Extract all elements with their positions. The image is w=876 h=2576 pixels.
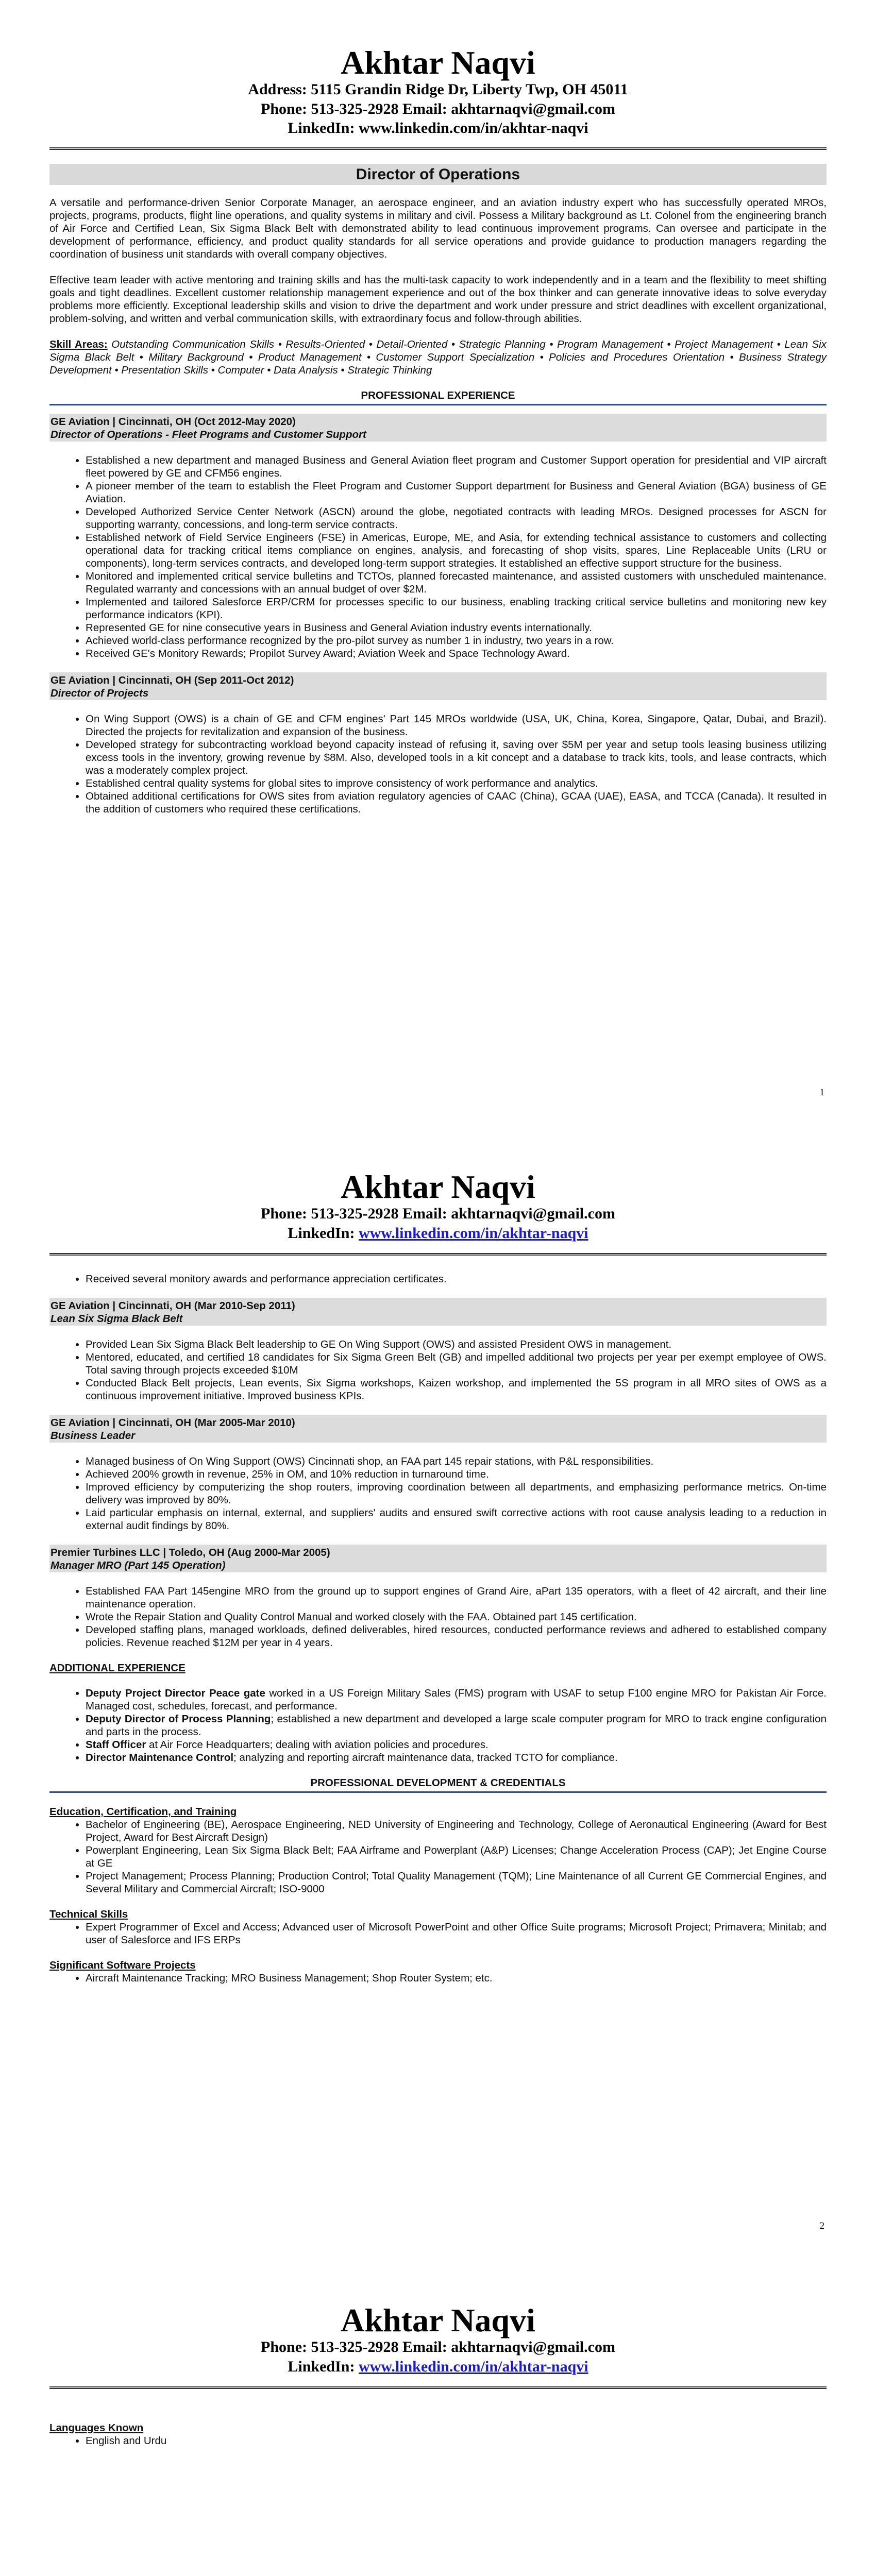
section-divider [49,1791,827,1793]
job-bullet: • Monitored and implemented critical service bulletins and TCTOs, planned forecasted maintenance, and assisted customers with unscheduled maintenance. Regulated warranty and concessions with an annual budget of over $2M. [86,570,827,596]
job-bullet: • Developed strategy for subcontracting workload beyond capacity instead of refusing it, saving over $5M per year and setup tools leasing business utilizing excess tools in the inventory, growing revenue by $8M. Also, developed tools in a kit concept and a database to track kits, tools, and lease contracts, which was a moderately complex project. [86,738,827,777]
job-bullet: • Developed staffing plans, managed workloads, defined deliverables, hired resources, conducted performance reviews and adhered to established company policies. Revenue reached $12M per year in 4 years. [86,1623,827,1649]
address-line: Address: 5115 Grandin Ridge Dr, Liberty Twp, OH 45011 [248,81,628,98]
job-company: GE Aviation | Cincinnati, OH (Mar 2010-Sep 2011) [50,1300,295,1312]
job-bullets [49,1273,827,1285]
job-bullet: • Managed business of On Wing Support (OWS) Cincinnati shop, an FAA part 145 repair stations, with P&L responsibilities. [86,1455,827,1468]
job-bullet: • Conducted Black Belt projects, Lean events, Six Sigma workshops, Kaizen workshop, and implemented the 5S program in all MRO sites of OWS as a continuous improvement initiative. Improved business KPIs. [86,1377,827,1402]
job-bullet: • Obtained additional certifications for OWS sites from aviation regulatory agencies of CAAC (China), GCAA (UAE), EASA, and TCCA (Canada). It resulted in the addition of customers who required these certifications. [86,790,827,816]
additional-item-text: ; established a new department and developed a large scale computer program for MRO to track engine configuration and parts in the process. [86,1713,827,1738]
additional-item-text: worked in a US Foreign Military Sales (FMS) program with USAF to setup F100 engine MRO for Pakistan Air Force. Managed cost, schedules, forecast, and performance. [86,1687,827,1712]
job-bullets [49,713,827,816]
job-header [49,1415,827,1443]
job-company: GE Aviation | Cincinnati, OH (Mar 2005-Mar 2010) [50,1417,295,1429]
additional-item [86,1751,827,1764]
languages-heading: Languages Known [49,2422,144,2434]
contact-line: Phone: 513-325-2928 Email: akhtarnaqvi@gmail.com [261,100,615,117]
additional-item-title: Director Maintenance Control [86,1752,234,1764]
job-company: GE Aviation | Cincinnati, OH (Sep 2011-Oct 2012) [50,674,294,686]
job-bullet: • Wrote the Repair Station and Quality Control Manual and worked closely with the FAA. Obtained part 145 certification. [86,1611,827,1623]
candidate-name: Akhtar Naqvi [341,44,535,81]
page1-body [49,164,827,816]
job-bullet: • Established a new department and managed Business and General Aviation fleet program and Customer Support operation for presidential and VIP aircraft fleet powered by GE and CFM56 engines. [86,454,827,480]
page-header [0,1170,876,1243]
job-role: Manager MRO (Part 145 Operation) [50,1560,226,1571]
job-role: Director of Operations - Fleet Programs and Customer Support [50,429,366,440]
education-heading: Education, Certification, and Training [49,1806,237,1818]
skill-areas-label: Skill Areas: [49,338,108,350]
contact-line: Phone: 513-325-2928 Email: akhtarnaqvi@gmail.com [261,2338,615,2356]
page-number: 2 [819,2221,824,2231]
job-role: Lean Six Sigma Black Belt [50,1313,183,1325]
page-header [0,2303,876,2376]
linkedin-label: LinkedIn: [288,120,355,137]
job-bullet: • A pioneer member of the team to establish the Fleet Program and Customer Support department for Business and General Aviation (BGA) business of GE Aviation. [86,480,827,505]
job-bullet: • Implemented and tailored Salesforce ERP/CRM for processes specific to our business, enabling tracking critical service bulletins and monitoring new key performance indicators (KPI). [86,596,827,621]
candidate-name: Akhtar Naqvi [341,1168,535,1205]
resume-page-1 [0,0,876,1133]
education-item: • Bachelor of Engineering (BE), Aerospace Engineering, NED University of Engineering and Technology, College of Aeronautical Engineering (Award for Best Project, Award for Best Aircraft Design) [86,1818,827,1844]
linkedin-label: LinkedIn: [288,2358,355,2375]
skill-areas-list: Outstanding Communication Skills • Results-Oriented • Detail-Oriented • Strategic Planning • Program Management • Project Management • Lean Six Sigma Black Belt • Military Background • Product Management • Customer Support Specialization • Policies and Procedures Orientation • Business Strategy Development • Presentation Skills • Computer • Data Analysis • Strategic Thinking [49,338,827,376]
section-heading-development: PROFESSIONAL DEVELOPMENT & CREDENTIALS [310,1777,566,1789]
linkedin-url[interactable]: www.linkedin.com/in/akhtar-naqvi [358,2358,588,2375]
resume-page-3 [0,2267,876,2576]
education-item: • Project Management; Process Planning; Production Control; Total Quality Management (TQM); Line Maintenance of all Current GE Commercial Engines, and Several Military and Commercial Aircraft; ISO-9000 [86,1870,827,1895]
section-heading-experience: PROFESSIONAL EXPERIENCE [361,389,515,401]
job-bullet: • Established FAA Part 145engine MRO from the ground up to support engines of Grand Aire, aPart 135 operators, with a fleet of 42 aircraft, and their line maintenance operation. [86,1585,827,1611]
additional-item-title: Deputy Director of Process Planning [86,1713,271,1725]
additional-item [86,1738,827,1751]
job-bullet: • Established central quality systems for global sites to improve consistency of work performance and analytics. [86,777,827,790]
job-bullet: • Developed Authorized Service Center Network (ASCN) around the globe, negotiated contracts with leading MROs. Designed processes for ASCN for supporting warranty, concessions, and long-term service contracts. [86,505,827,531]
page2-body [49,1273,827,1985]
job-bullet: • Laid particular emphasis on internal, external, and suppliers' audits and ensured swift corrective actions with root cause analysis leading to a reduction in external audit findings by 80%. [86,1506,827,1532]
job-company: GE Aviation | Cincinnati, OH (Oct 2012-May 2020) [50,416,296,428]
contact-line: Phone: 513-325-2928 Email: akhtarnaqvi@gmail.com [261,1205,615,1223]
job-company: Premier Turbines LLC | Toledo, OH (Aug 2000-Mar 2005) [50,1547,330,1558]
job-role: Business Leader [50,1430,136,1442]
education-item: • Powerplant Engineering, Lean Six Sigma Black Belt; FAA Airframe and Powerplant (A&P) Licenses; Change Acceleration Process (CAP); Jet Engine Course at GE [86,1844,827,1870]
job-role: Director of Projects [50,687,149,699]
header-divider [49,1253,827,1256]
linkedin-url[interactable]: www.linkedin.com/in/akhtar-naqvi [358,120,588,137]
linkedin-line [0,2357,876,2377]
software-projects-heading: Significant Software Projects [49,1959,196,1971]
job-bullet: • On Wing Support (OWS) is a chain of GE and CFM engines' Part 145 MROs worldwide (USA, UK, China, Korea, Singapore, Qatar, Dubai, and Brazil). Directed the projects for revitalization and expansion of the business. [86,713,827,738]
skill-areas [49,338,827,377]
language-item: • English and Urdu [86,2434,827,2447]
additional-item [86,1713,827,1738]
resume-page-2 [0,1133,876,2267]
job-bullet: • Established network of Field Service Engineers (FSE) in Americas, Europe, ME, and Asia, for extending technical assistance to customers and collecting operational data for tracking critical items compliance on engines, analysis, and forecasting of shop visits, spares, Line Replaceable Units (LRU or components), long-term services contracts, and developed long-term support strategies. It established an effective support structure for the business. [86,531,827,570]
job-bullet: • Received several monitory awards and performance appreciation certificates. [86,1273,827,1285]
section-heading-additional: ADDITIONAL EXPERIENCE [49,1662,186,1674]
linkedin-line [0,118,876,138]
additional-item-title: Deputy Project Director Peace gate [86,1687,265,1699]
additional-item-text: at Air Force Headquarters; dealing with aviation policies and procedures. [146,1739,488,1751]
additional-item-text: ; analyzing and reporting aircraft maintenance data, tracked TCTO for compliance. [233,1752,618,1764]
job-bullet: • Received GE's Monitory Rewards; Propilot Survey Award; Aviation Week and Space Technology Award. [86,647,827,660]
job-bullet: • Achieved 200% growth in revenue, 25% in OM, and 10% reduction in turnaround time. [86,1468,827,1481]
job-bullet: • Mentored, educated, and certified 18 candidates for Six Sigma Green Belt (GB) and impelled additional two projects per year per exempt employee of OWS. Total saving through projects exceeded $10M [86,1351,827,1377]
technical-skills-heading: Technical Skills [49,1908,128,1920]
job-bullets [49,454,827,660]
page-number: 1 [819,1087,824,1098]
candidate-name: Akhtar Naqvi [341,2302,535,2338]
education-list [49,1818,827,1895]
job-bullet: • Achieved world-class performance recognized by the pro-pilot survey as number 1 in industry, two years in a row. [86,634,827,647]
job-header [49,672,827,700]
job-bullets [49,1455,827,1532]
job-bullet: • Provided Lean Six Sigma Black Belt leadership to GE On Wing Support (OWS) and assisted President OWS in management. [86,1338,827,1351]
additional-item [86,1687,827,1713]
job-title-banner: Director of Operations [49,164,827,185]
additional-experience-list [49,1687,827,1764]
header-divider [49,2386,827,2389]
section-divider [49,404,827,405]
page-header [0,45,876,138]
job-header [49,414,827,442]
job-bullet: • Represented GE for nine consecutive years in Business and General Aviation industry events internationally. [86,621,827,634]
job-header [49,1545,827,1572]
linkedin-line [0,1224,876,1243]
job-bullets [49,1585,827,1649]
additional-item-title: Staff Officer [86,1739,146,1751]
technical-skill-item: • Expert Programmer of Excel and Access; Advanced user of Microsoft PowerPoint and other Office Suite programs; Microsoft Project; Primavera; Minitab; and user of Salesforce and IFS ERPs [86,1921,827,1946]
software-project-item: • Aircraft Maintenance Tracking; MRO Business Management; Shop Router System; etc. [86,1972,827,1985]
job-bullets [49,1338,827,1402]
header-divider [49,147,827,150]
linkedin-label: LinkedIn: [288,1224,355,1242]
summary-paragraph: Effective team leader with active mentoring and training skills and has the multi-task capacity to work independently and in a team and the flexibility to meet shifting goals and tight deadlines. Excellent customer relationship management experience and out of the box thinker and can generate innovative ideas to solve everyday problems more efficiently. Exceptional leadership skills and vision to drive the department and work under pressure and strict deadlines with excellent organizational, problem-solving, and written and verbal communication skills, with extraordinary focus and follow-through abilities. [49,274,827,325]
technical-skills-list [49,1921,827,1946]
summary-paragraph: A versatile and performance-driven Senior Corporate Manager, an aerospace engineer, and an aviation industry expert who has successfully operated MROs, projects, programs, products, flight line operations, and quality systems in military and civil. Possess a Military background as Lt. Colonel from the engineering branch of Air Force and Certified Lean, Six Sigma Black Belt with demonstrated ability to lead continuous improvement programs. Can oversee and participate in the development of performance, efficiency, and product quality standards for all service operations and provide guidance to production managers regarding the coordination of business unit standards with overall company objectives. [49,197,827,260]
linkedin-url[interactable]: www.linkedin.com/in/akhtar-naqvi [358,1224,588,1242]
languages-list [49,2434,827,2447]
software-projects-list [49,1972,827,1985]
job-bullet: • Improved efficiency by computerizing the shop routers, improving coordination between all departments, and emphasizing performance metrics. On-time delivery was improved by 80%. [86,1481,827,1506]
job-header [49,1298,827,1326]
page3-body [49,2421,827,2447]
